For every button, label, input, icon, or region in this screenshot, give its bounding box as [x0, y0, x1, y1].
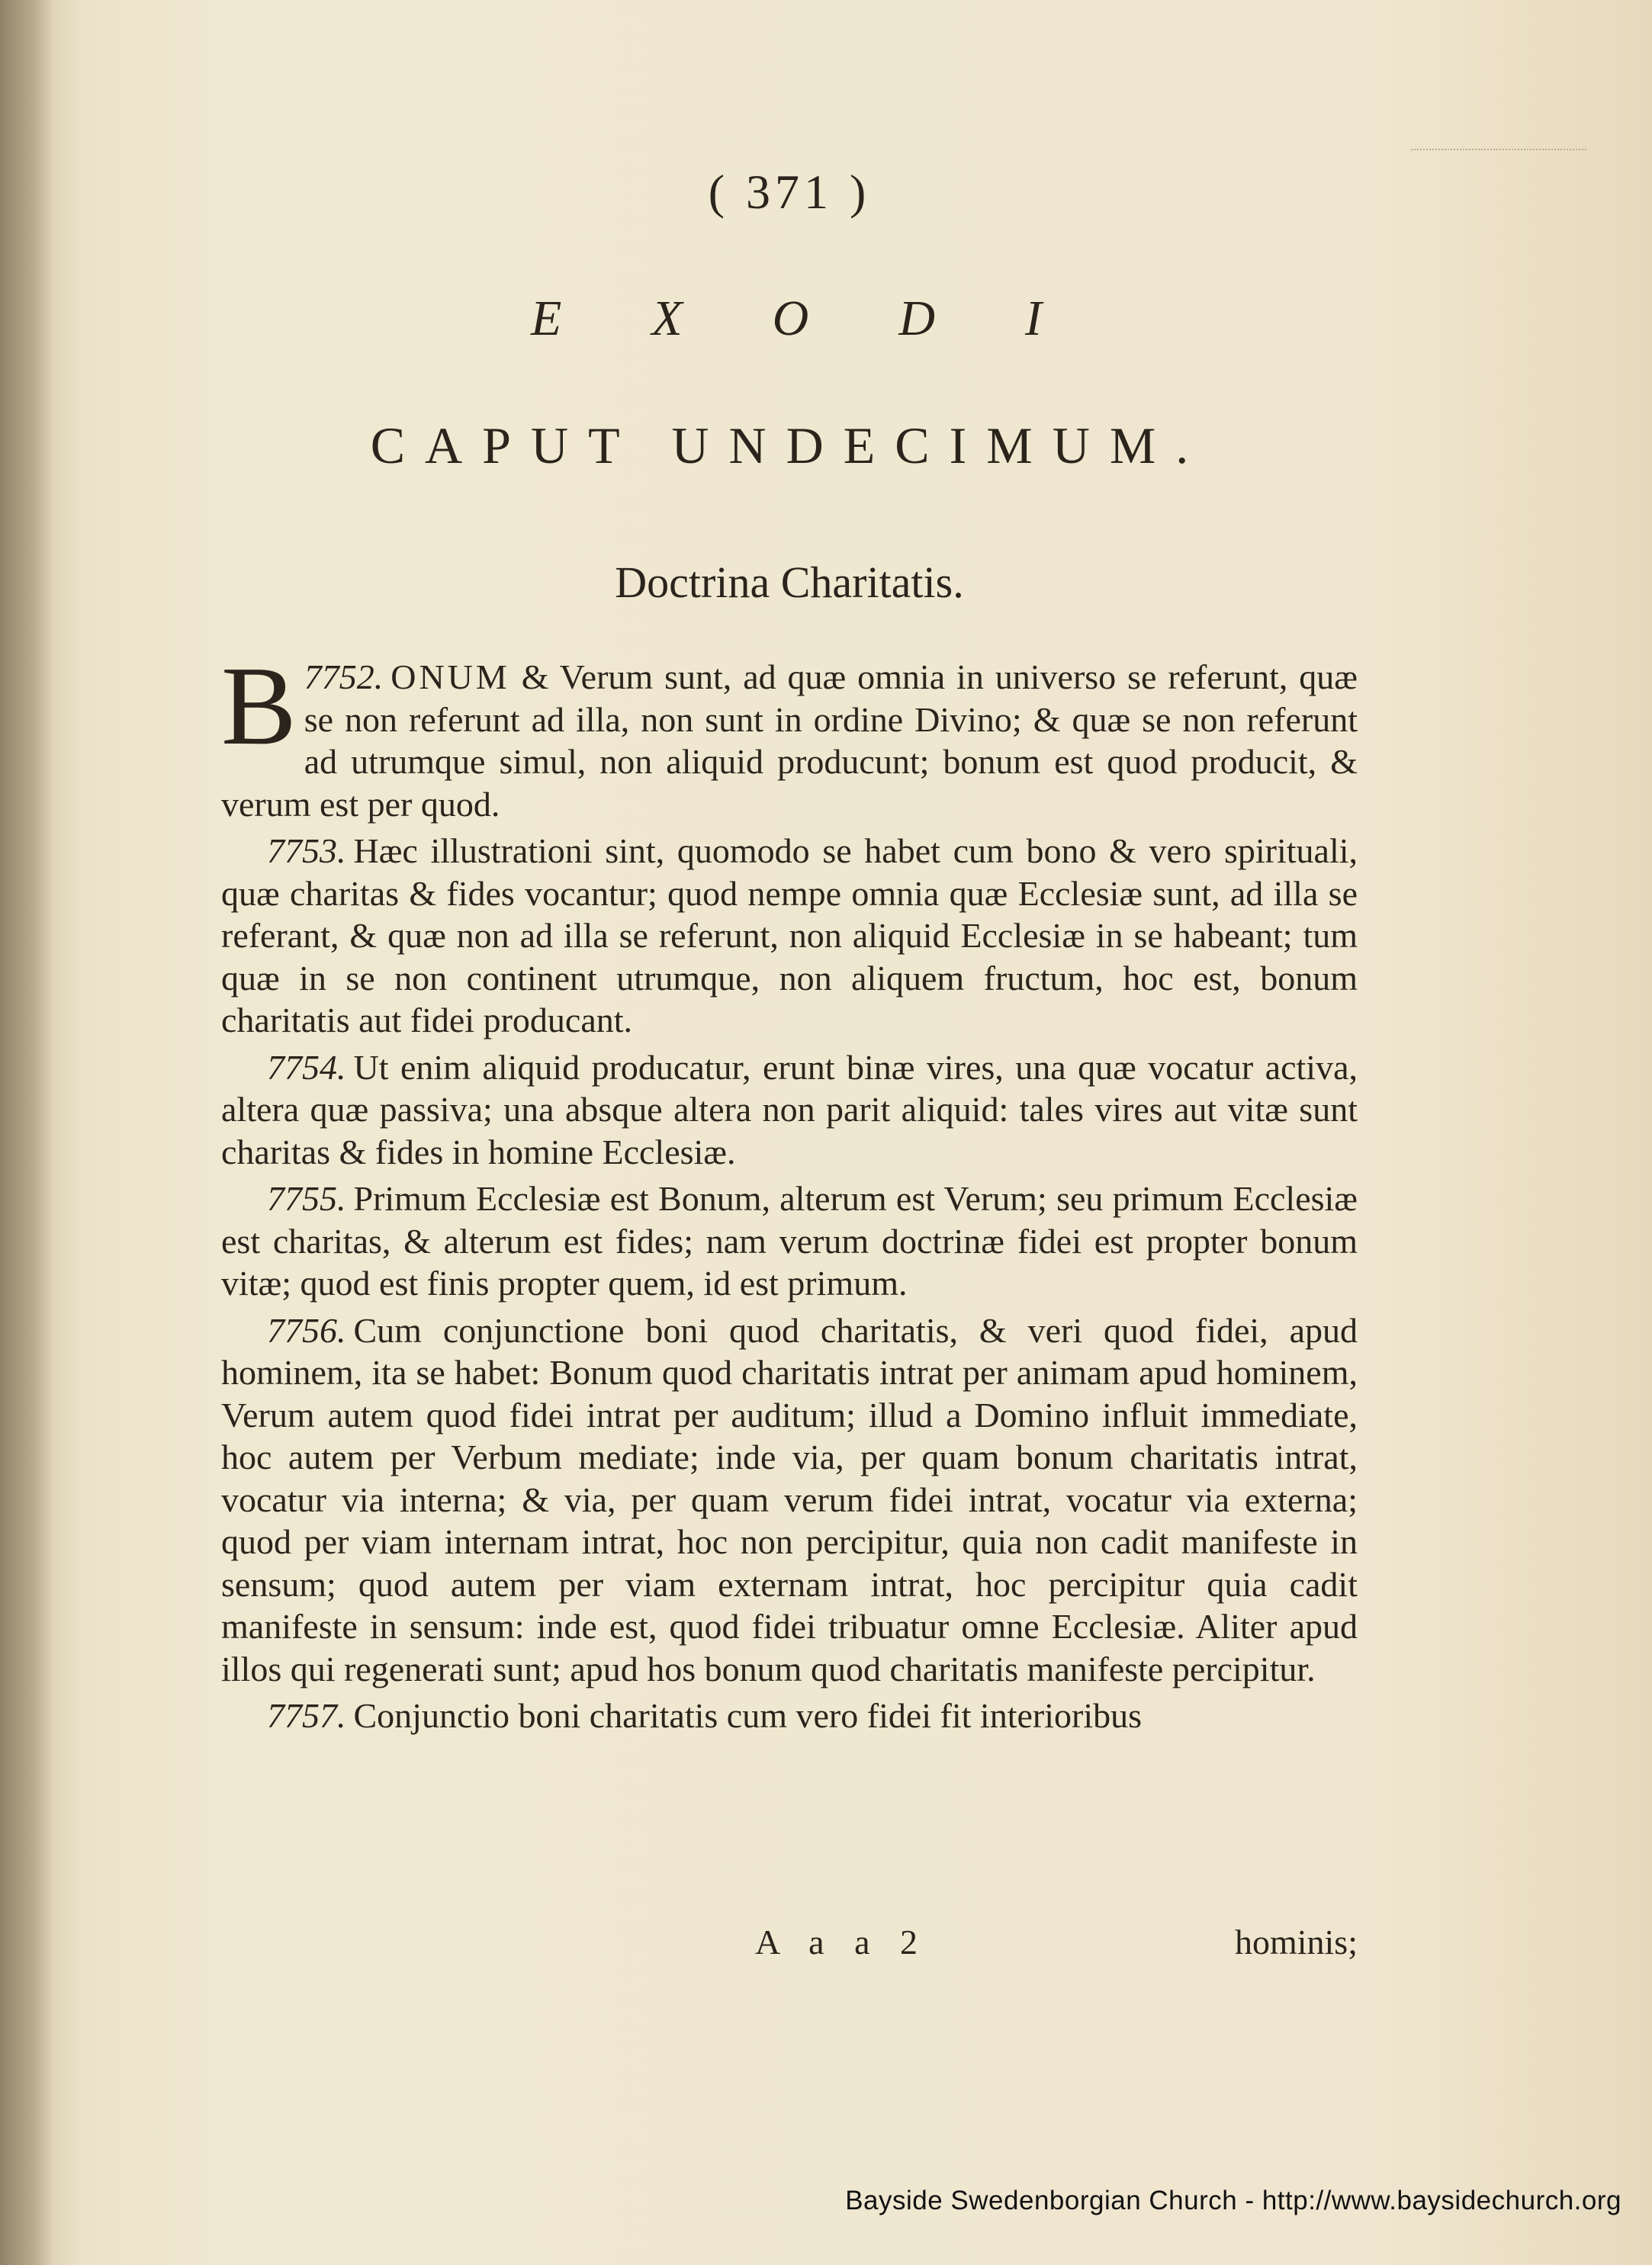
paragraph-7753: [221, 830, 1358, 1042]
paragraph-number: 7755.: [267, 1179, 346, 1218]
paragraph-7752: [221, 644, 1358, 825]
source-watermark: Bayside Swedenborgian Church - http://www.baysidechurch.org: [845, 2186, 1621, 2215]
chapter-title: CAPUT UNDECIMUM.: [370, 416, 1209, 474]
paragraph-text: Ut enim aliquid producatur, erunt binæ vires, una quæ vocatur activa, altera quæ passiva; una absque altera non parit aliquid: tales vires aut vitæ sunt charitas & fides in homine Ecclesiæ.: [221, 1047, 1358, 1171]
paragraph-text: Hæc illustrationi sint, quomodo se habet cum bono & vero spirituali, quæ charitas & fides vocantur; quod nempe omnia quæ Ecclesiæ sunt, ad illa se referant, & quæ non ad illa se referunt, non aliquid Ecclesiæ in se habeant; tum quæ in se non continent utrumque, non aliquem fructum, hoc est, bonum charitatis aut fidei producant.: [221, 831, 1358, 1039]
paragraph-number: 7752.: [304, 657, 384, 696]
paragraph-text: Cum conjunctione boni quod charitatis, & veri quod fidei, apud hominem, ita se habet: Bonum quod charitatis intrat per animam apud hominem, Verum autem quod fidei intrat per auditum; illud a Domino influit immediate, hoc autem per Verbum mediate; inde via, per quam bonum charitatis intrat, vocatur via interna; & via, per quam verum fidei intrat, vocatur via externa; quod per viam internam intrat, hoc non percipitur, quia non cadit manifeste in sensum; quod autem per viam externam intrat, hoc percipitur quia cadit manifeste in sensum: inde est, quod fidei tribuatur omne Ecclesiæ. Aliter apud illos qui regenerati sunt; apud hos bonum quod charitatis manifeste percipitur.: [221, 1310, 1358, 1688]
paragraph-7756: [221, 1309, 1358, 1691]
paragraph-7755: [221, 1177, 1358, 1305]
book-title: EXODI: [531, 291, 1132, 346]
page-body: [221, 644, 1358, 1742]
book-gutter-shadow: [0, 0, 53, 2265]
paragraph-number: 7757.: [267, 1696, 346, 1735]
section-title: Doctrina Charitatis.: [615, 557, 964, 607]
paragraph-text: Conjunctio boni charitatis cum vero fidei fit interioribus: [353, 1696, 1142, 1735]
facing-page-bleed-mark: [1411, 149, 1586, 159]
paragraph-7757: [221, 1695, 1358, 1737]
book-page: [221, 0, 1358, 2265]
paragraph-text: Primum Ecclesiæ est Bonum, alterum est Verum; seu primum Ecclesiæ est charitas, & alterum est fides; nam verum doctrinæ fidei est propter bonum vitæ; quod est finis propter quem, id est primum.: [221, 1179, 1358, 1303]
catchword: hominis;: [1234, 1923, 1358, 1961]
paragraph-number: 7753.: [267, 831, 346, 870]
paragraph-text: & Verum sunt, ad quæ omnia in universo se referunt, quæ se non referunt ad illa, non sunt in ordine Divino; & quæ se non referunt ad utrumque simul, non aliquid producunt; bonum est quod producit, & verum est per quod.: [221, 657, 1358, 824]
drop-cap-letter: B: [221, 644, 297, 769]
page-number: ( 371 ): [708, 165, 871, 219]
paragraph-number: 7756.: [267, 1310, 346, 1350]
paragraph-7754: [221, 1046, 1358, 1174]
signature-mark: A a a 2: [755, 1923, 929, 1961]
paragraph-number: 7754.: [267, 1047, 346, 1087]
paragraph-lead-word: ONUM: [391, 657, 510, 696]
